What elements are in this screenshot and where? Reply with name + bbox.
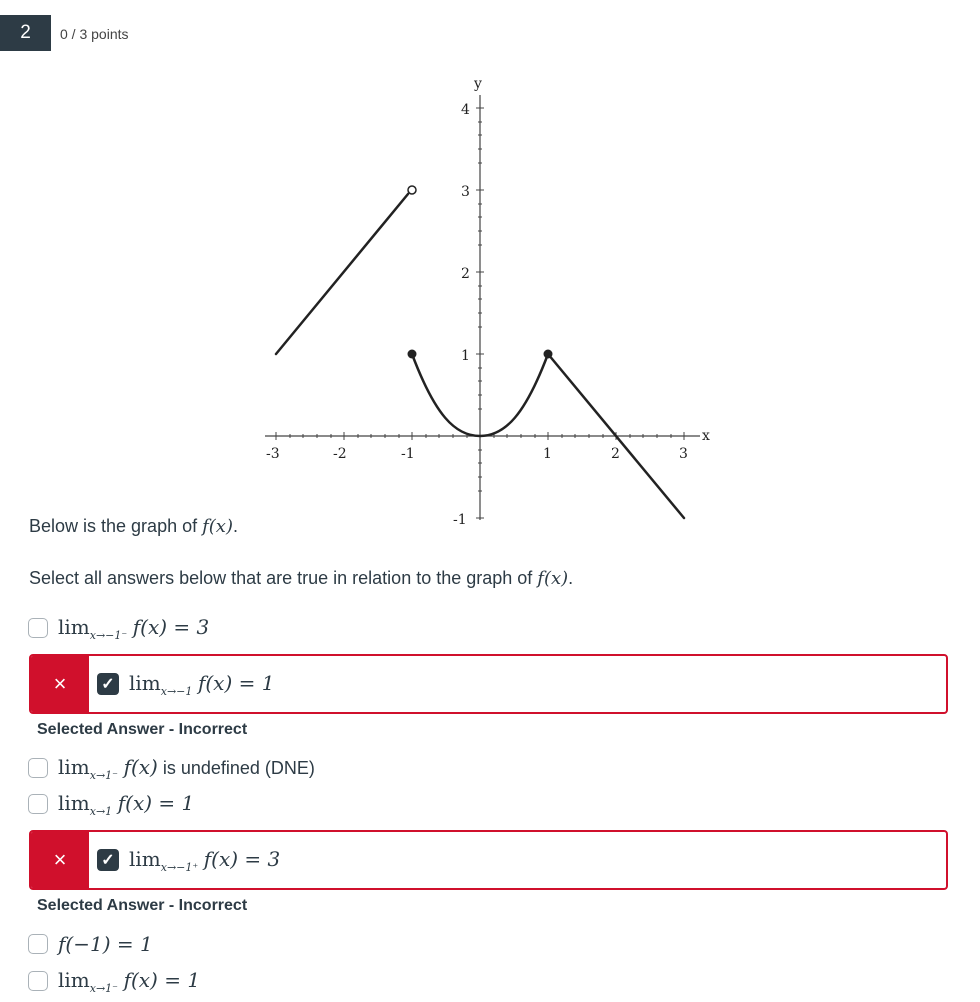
question-number (0, 15, 51, 51)
option-6[interactable] (28, 931, 153, 957)
closed-dot-neg1-1 (408, 350, 417, 359)
option-4-checkbox[interactable] (28, 794, 48, 814)
x-tick-neg1: -1 (401, 446, 415, 462)
option-2-incorrect-box (29, 654, 948, 714)
selected-answer-incorrect-1: Selected Answer - Incorrect (37, 721, 248, 738)
checkmark-icon: ✓ (101, 676, 115, 693)
x-tick-3: 3 (679, 446, 688, 462)
option-7[interactable] (28, 968, 200, 994)
y-axis-label: y (474, 76, 482, 92)
closed-dot-1-1 (544, 350, 553, 359)
x-tick-1: 1 (543, 446, 552, 462)
option-5-checkbox-checked[interactable] (97, 849, 119, 871)
option-3[interactable] (28, 755, 315, 781)
option-3-checkbox[interactable] (28, 758, 48, 778)
option-1-label: $\lim_{x\to-1^-} f(x) = 3$ (58, 614, 210, 642)
y-tick-3: 3 (461, 184, 470, 200)
option-7-checkbox[interactable] (28, 971, 48, 991)
incorrect-icon: × (31, 656, 89, 712)
option-4[interactable] (28, 791, 194, 817)
y-tick-neg1: -1 (453, 512, 467, 525)
option-1[interactable] (28, 615, 209, 641)
function-graph (250, 70, 720, 525)
option-5[interactable] (89, 832, 948, 888)
option-5-incorrect-box (29, 830, 948, 890)
checkmark-icon: ✓ (101, 852, 115, 869)
left-line-segment (276, 194, 408, 354)
selected-answer-incorrect-2: Selected Answer - Incorrect (37, 897, 248, 914)
x-tick-neg2: -2 (333, 446, 347, 462)
x-axis-label: x (702, 428, 710, 444)
x-tick-neg3: -3 (266, 446, 280, 462)
open-dot-neg1-3 (408, 186, 416, 194)
y-tick-4: 4 (461, 102, 470, 118)
y-tick-2: 2 (461, 266, 470, 282)
option-2-label: $\lim_{x\to-1} f(x) = 1$ (129, 670, 275, 698)
axes (265, 95, 700, 520)
stem-line-1: Below is the graph of f(x). (29, 516, 238, 537)
y-tick-1: 1 (461, 348, 470, 364)
option-2[interactable] (89, 656, 948, 712)
option-2-checkbox-checked[interactable] (97, 673, 119, 695)
question-number-text: 2 (20, 22, 31, 43)
option-6-label: f(−1) = 1 (58, 931, 153, 956)
x-tick-2: 2 (611, 446, 620, 462)
option-1-checkbox[interactable] (28, 618, 48, 638)
option-5-label: $\lim_{x\to-1^+} f(x) = 3$ (129, 846, 281, 874)
option-6-checkbox[interactable] (28, 934, 48, 954)
stem-line-2: Select all answers below that are true in relation to the graph of f(x). (29, 568, 574, 589)
option-4-label: $\lim_{x\to 1} f(x) = 1$ (58, 790, 195, 818)
incorrect-icon: × (31, 832, 89, 888)
option-3-label: $\lim_{x\to 1^-} f(x)$ is undefined (DNE) (58, 754, 315, 782)
option-7-label: $\lim_{x\to 1^-} f(x) = 1$ (58, 967, 201, 995)
points-label: 0 / 3 points (60, 26, 129, 42)
